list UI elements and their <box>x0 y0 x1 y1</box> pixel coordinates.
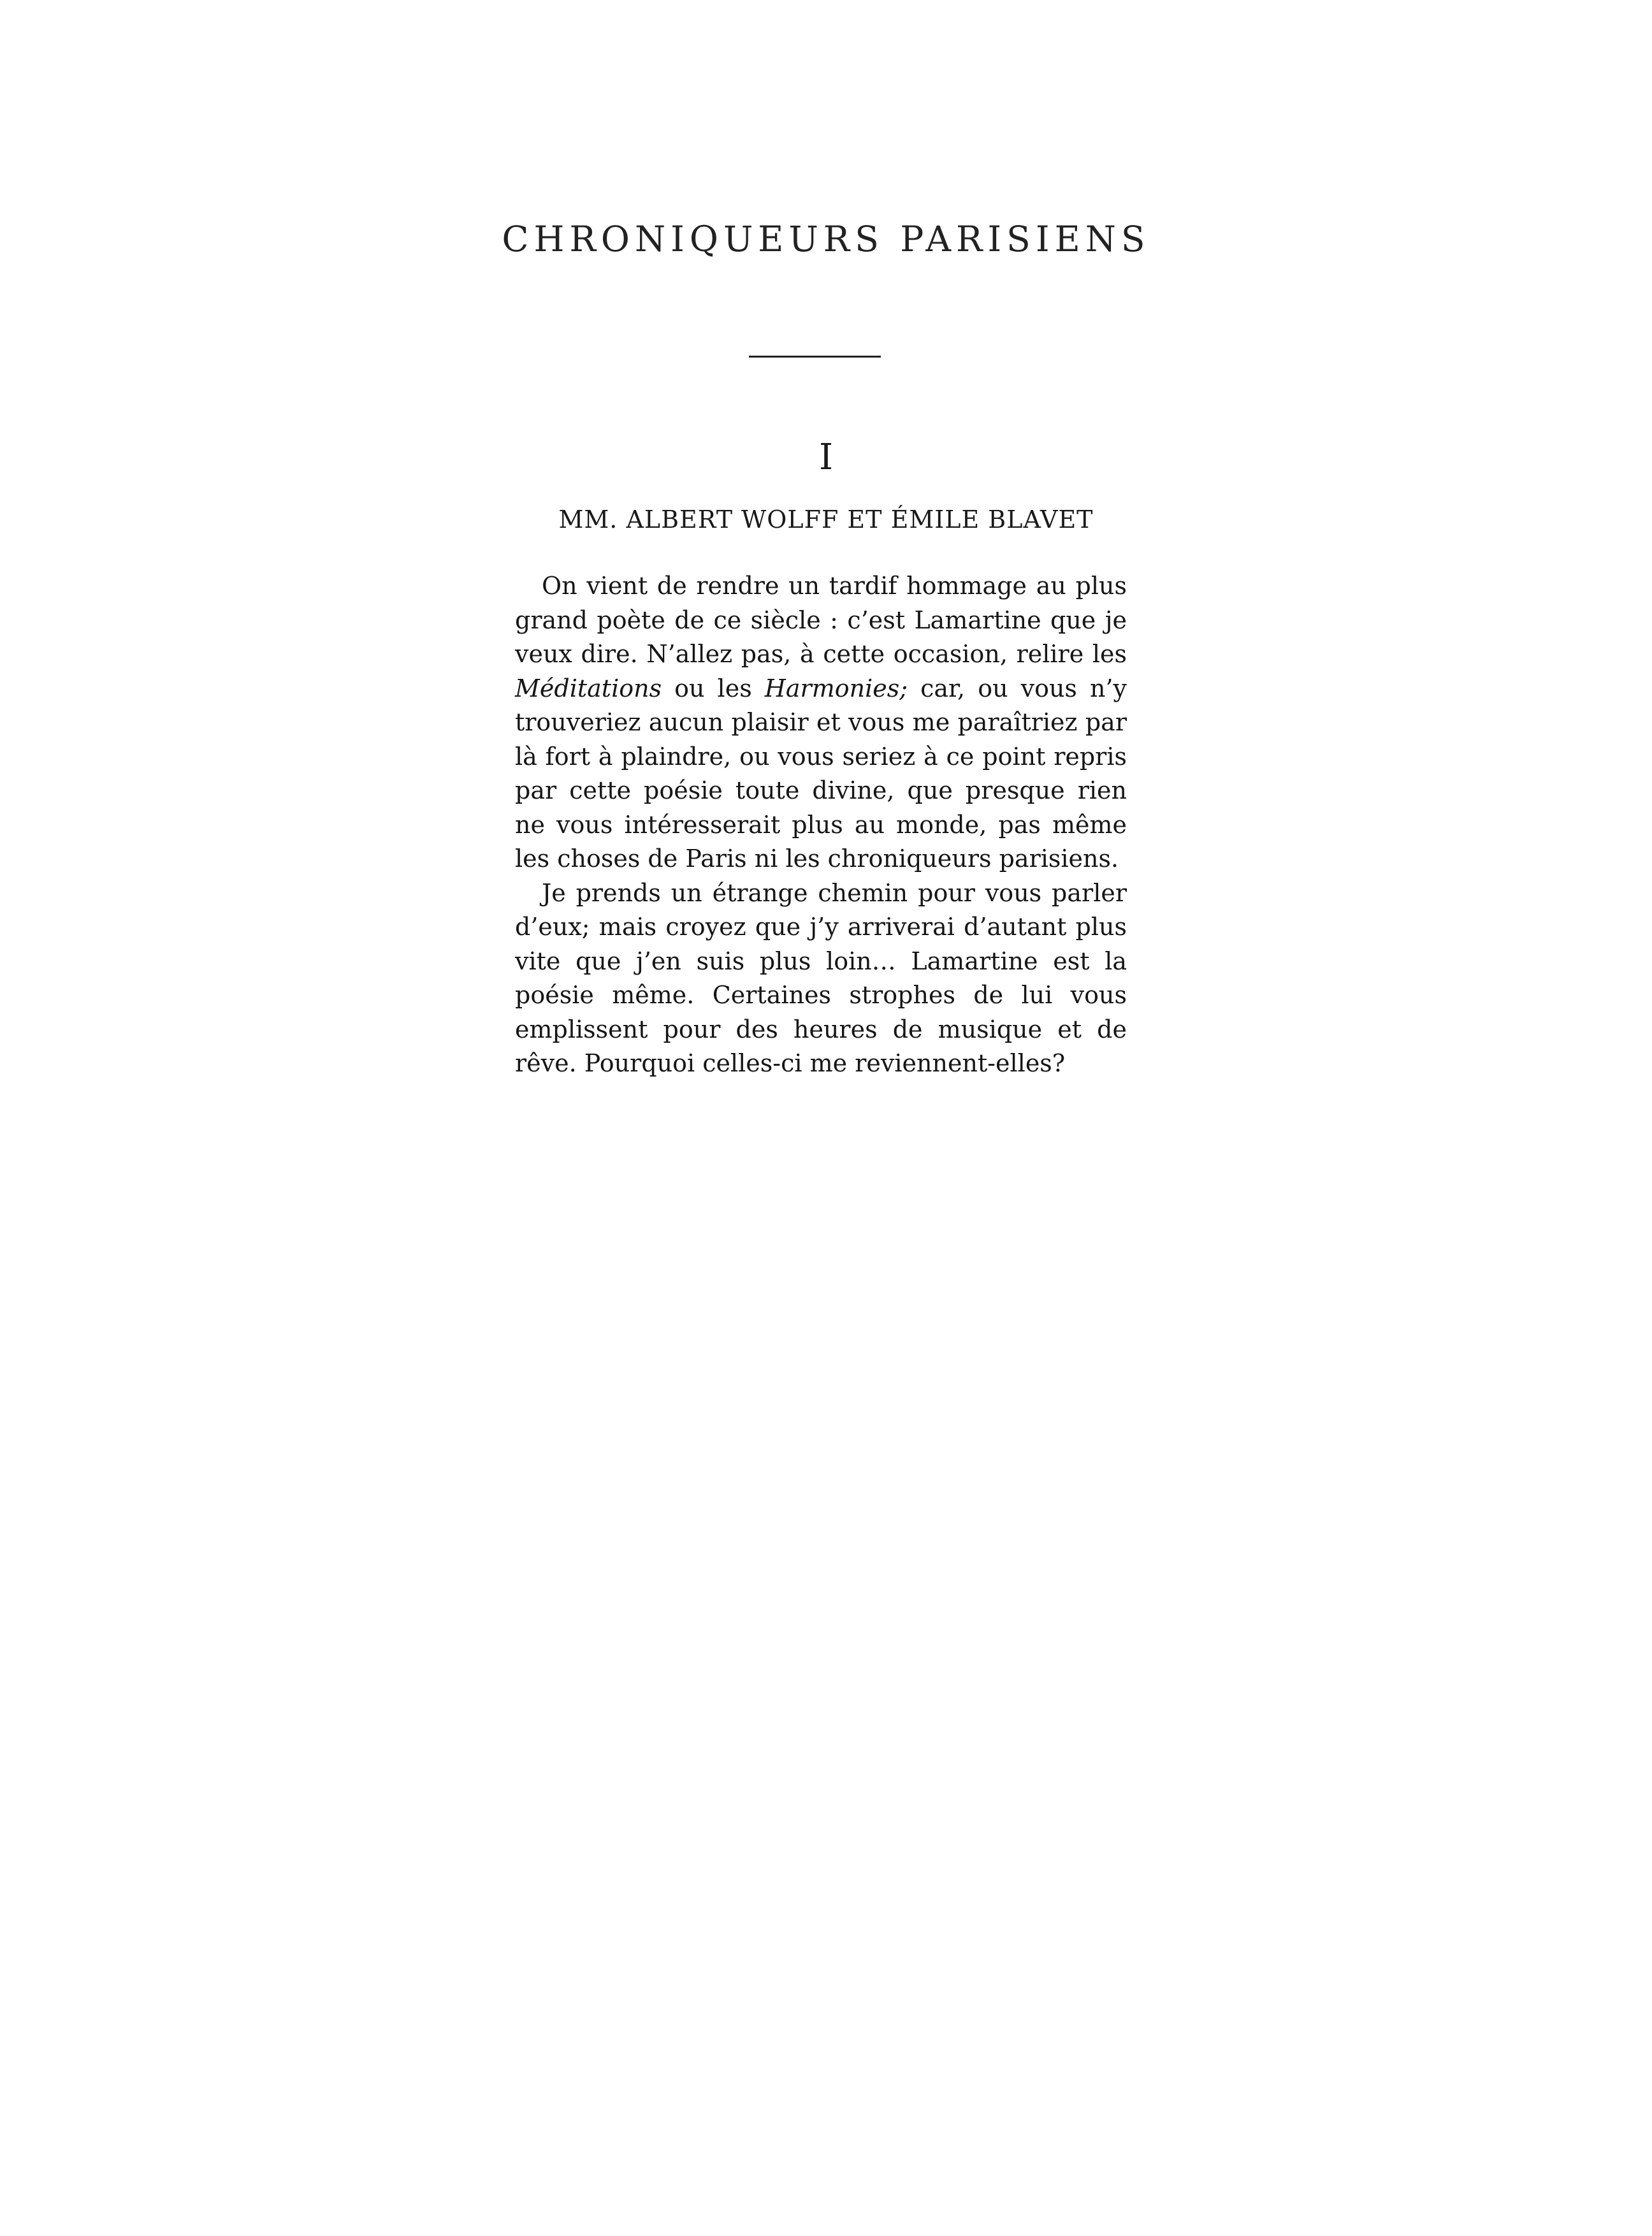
paragraph-1-text-b: ou les <box>662 674 765 702</box>
paragraph-1 <box>515 569 1127 876</box>
paragraph-2: Je prends un étrange chemin pour vous parler d’eux; mais croyez que j’y arriverai d’autant plus vite que j’en suis plus loin… Lamartine est la poésie même. Certaines strophes de lui vous emplissent pour des heures de musique et de rêve. Pourquoi celles-ci me reviennent-elles? <box>515 878 1127 1077</box>
paragraph-1-text-c: car, ou vous n’y trouveriez aucun plaisir et vous me paraîtriez par là fort à plaindre, ou vous seriez à ce point repris par cette poésie toute divine, que presque rien ne vous intéresserait plus au monde, pas même les choses de Paris ni les chroniqueurs parisiens. <box>515 674 1127 873</box>
italic-title-harmonies: Harmonies; <box>764 674 908 702</box>
body-text <box>515 569 1127 1081</box>
italic-title-meditations: Méditations <box>515 674 662 702</box>
title-rule <box>749 356 881 358</box>
paragraph-1-text-a: On vient de rendre un tardif hommage au plus grand poète de ce siècle : c’est Lamartine que je veux dire. N’allez pas, à cette occasion, relire les <box>515 572 1127 668</box>
section-numeral: I <box>818 437 834 478</box>
chapter-title: CHRONIQUEURS PARISIENS <box>502 219 1150 259</box>
section-heading: MM. ALBERT WOLFF ET ÉMILE BLAVET <box>558 505 1094 534</box>
